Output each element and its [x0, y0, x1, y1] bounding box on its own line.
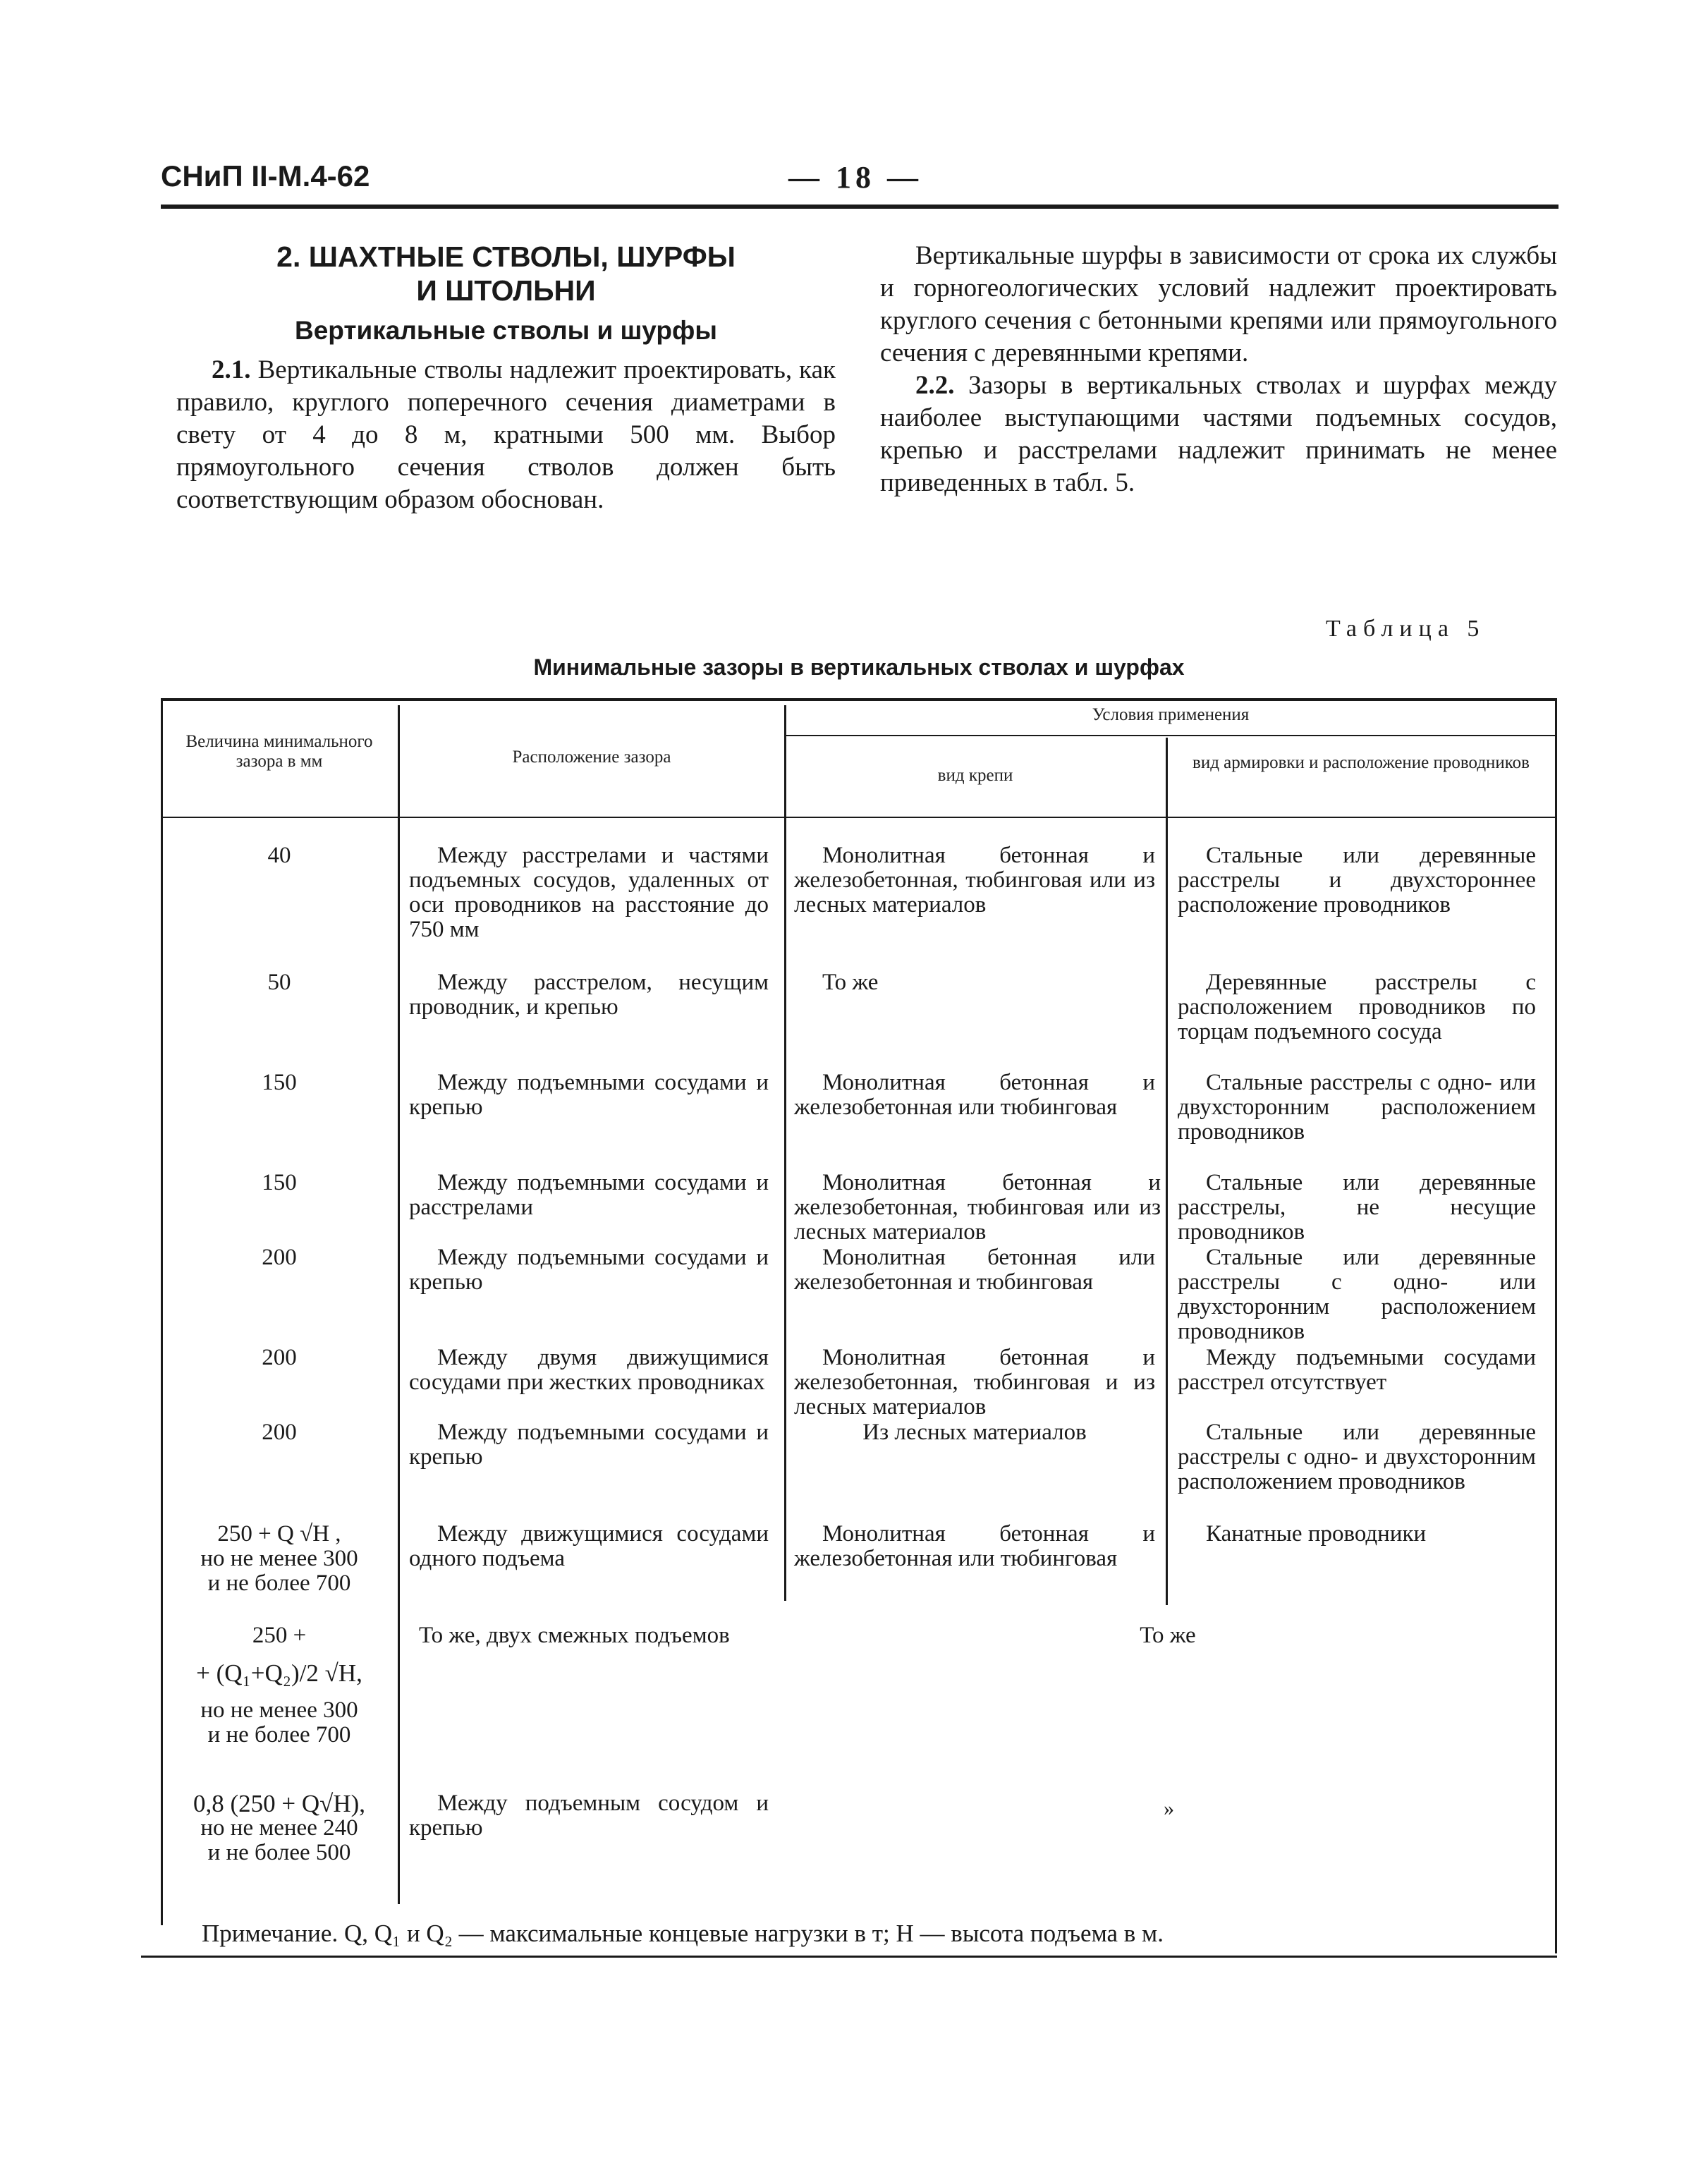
row5-gap: 200: [262, 1245, 297, 1270]
row3-gap: 150: [262, 1070, 297, 1095]
paragraph-text: Зазоры в вертикальных стволах и шурфах между наиболее выступающими частями подъемных сосудов, крепью и расстрелами надлежит принимать не менее приведенных в табл. 5.: [880, 371, 1557, 497]
row10-location: Между подъемным сосудом и крепью: [409, 1791, 769, 1841]
row6-support: Монолитная бетонная и железобетонная, тюбинговая и из лесных материалов: [794, 1345, 1155, 1420]
row10-merged: »: [1164, 1797, 1174, 1820]
column-divider-1: [398, 705, 400, 1904]
paragraph-number: 2.1.: [212, 355, 251, 384]
row9-merged: То же: [1140, 1623, 1196, 1648]
row4-arming: Стальные или деревянные расстрелы, не несущие проводников: [1178, 1170, 1536, 1245]
row2-location: Между расстрелом, несущим проводник, и крепью: [409, 970, 769, 1020]
row10-gap: [165, 1791, 394, 1865]
paragraph-2-2: [880, 370, 1557, 499]
row6-location: Между двумя движущимися сосудами при жестких проводниках: [409, 1345, 769, 1395]
table-bottom-rule: [141, 1956, 1557, 1958]
subsection-title: Вертикальные стволы и шурфы: [295, 316, 717, 345]
row8-gap: [165, 1522, 394, 1596]
column-divider-2: [784, 705, 786, 1601]
row8-arming: Канатные проводники: [1206, 1521, 1427, 1547]
row5-arming: Стальные или деревянные расстрелы с одно- или двухсторонним расположением проводников: [1178, 1245, 1536, 1344]
section-title: [176, 240, 836, 307]
table-left-border: [161, 698, 163, 1925]
paragraph-number: 2.2.: [915, 371, 955, 400]
row7-support: Из лесных материалов: [862, 1420, 1087, 1445]
table-caption: Таблица 5: [1326, 616, 1486, 642]
section-title-line2: И ШТОЛЬНИ: [416, 274, 596, 307]
table-note: Примечание. Q, Q₁ и Q₂ — максимальные концевые нагрузки в т; H — высота подъема в м.: [202, 1920, 1164, 1947]
row10-gap-note2: и не более 500: [207, 1840, 351, 1865]
left-column: [176, 240, 836, 516]
row8-support: Монолитная бетонная и железобетонная или тюбинговая: [794, 1521, 1155, 1571]
row5-location: Между подъемными сосудами и крепью: [409, 1245, 769, 1295]
row10-gap-note1: но не менее 240: [200, 1815, 358, 1841]
row8-location: Между движущимися сосудами одного подъема: [409, 1521, 769, 1571]
row9-gap-note1: но не менее 300: [200, 1697, 358, 1723]
row4-location: Между подъемными сосудами и расстрелами: [409, 1170, 769, 1220]
document-code: СНиП II-М.4-62: [161, 159, 370, 193]
row2-gap: 50: [267, 970, 291, 995]
row9-gap-formula2: + (Q₁+Q₂)/2 √H,: [196, 1659, 362, 1687]
paragraph-text: Вертикальные стволы надлежит проектировать, как правило, круглого поперечного сечения диаметрами в свету от 4 до 8 м, кратными 500 мм. Выбор прямоугольного сечения стволов должен быть соответствующим образом обоснован.: [176, 355, 836, 514]
right-column: [880, 240, 1557, 499]
header-location: Расположение зазора: [512, 748, 671, 767]
row3-arming: Стальные расстрелы с одно- или двухсторонним расположением проводников: [1178, 1070, 1536, 1145]
page-header: [161, 159, 1557, 209]
row7-location: Между подъемными сосудами и крепью: [409, 1420, 769, 1470]
table-title: Минимальные зазоры в вертикальных стволах и шурфах: [533, 654, 1185, 680]
row6-arming: Между подъемными сосудами расстрел отсутствует: [1178, 1345, 1536, 1395]
paragraph-2-1: [176, 354, 836, 516]
row4-support: Монолитная бетонная и железобетонная, тюбинговая или из лесных материалов: [794, 1170, 1161, 1245]
row1-arming: Стальные или деревянные расстрелы и двухстороннее расположение проводников: [1178, 843, 1536, 917]
row8-gap-note2: и не более 700: [207, 1571, 351, 1596]
row5-support: Монолитная бетонная или железобетонная и тюбинговая: [794, 1245, 1155, 1295]
row1-support: Монолитная бетонная и железобетонная, тюбинговая или из лесных материалов: [794, 843, 1155, 917]
header-rule: [161, 205, 1558, 209]
header-arming: вид армировки и расположение проводников: [1192, 753, 1530, 772]
row9-gap: [165, 1623, 394, 1748]
row6-gap: 200: [262, 1345, 297, 1370]
row9-gap-formula1: 250 +: [252, 1623, 307, 1648]
row8-gap-note1: но не менее 300: [200, 1546, 358, 1571]
conditions-rule: [784, 735, 1555, 736]
row9-gap-note2: и не более 700: [207, 1722, 351, 1748]
header-bottom-rule: [161, 817, 1557, 818]
row1-location: Между расстрелами и частями подъемных сосудов, удаленных от оси проводников на расстояние до 750 мм: [409, 843, 769, 942]
page-number: — 18 —: [788, 160, 922, 195]
row1-gap: 40: [267, 843, 291, 868]
row10-gap-formula: 0,8 (250 + Q√H),: [193, 1790, 366, 1817]
header-conditions: Условия применения: [1092, 705, 1250, 724]
row9-location: То же, двух смежных подъемов: [419, 1623, 730, 1648]
table-top-rule: [161, 698, 1557, 701]
row2-support: То же: [822, 970, 879, 995]
row2-arming: Деревянные расстрелы с расположением проводников по торцам подъемного сосуда: [1178, 970, 1536, 1044]
column-divider-3: [1166, 738, 1168, 1605]
header-gap: Величина минимального зазора в мм: [185, 732, 373, 771]
section-title-line1: 2. ШАХТНЫЕ СТВОЛЫ, ШУРФЫ: [276, 240, 736, 273]
paragraph-shafts: Вертикальные шурфы в зависимости от срока их службы и горногеологических условий надлежит проектировать круглого сечения с бетонными крепями или прямоугольного сечения с деревянными крепями.: [880, 241, 1557, 367]
row3-location: Между подъемными сосудами и крепью: [409, 1070, 769, 1120]
header-support: вид крепи: [937, 766, 1013, 785]
row3-support: Монолитная бетонная и железобетонная или тюбинговая: [794, 1070, 1155, 1120]
row7-arming: Стальные или деревянные расстрелы с одно- и двухсторонним расположением проводников: [1178, 1420, 1536, 1494]
row8-gap-formula: 250 + Q √H ,: [217, 1521, 341, 1547]
table-right-border: [1555, 698, 1557, 1953]
row4-gap: 150: [262, 1170, 297, 1195]
row7-gap: 200: [262, 1420, 297, 1445]
